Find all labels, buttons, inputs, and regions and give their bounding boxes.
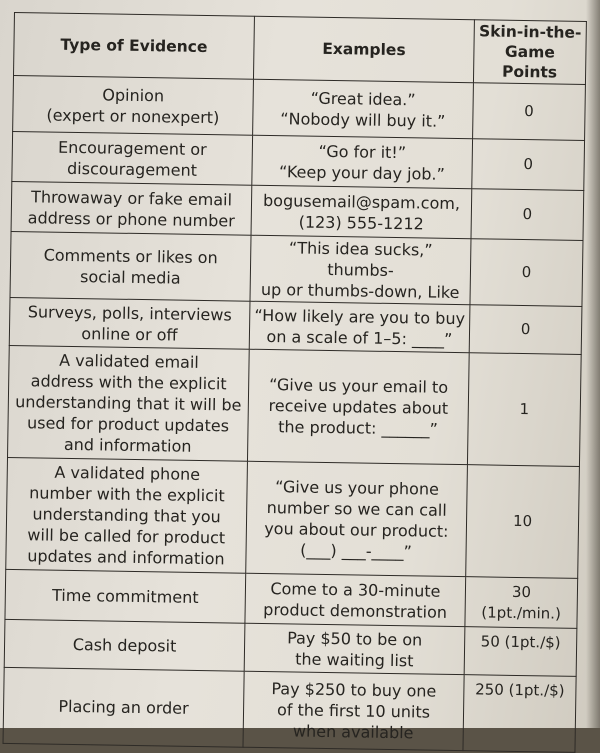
examples-cell-line: (123) 555-1212	[298, 211, 424, 233]
examples-cell-line: the waiting list	[295, 648, 414, 670]
evidence-type-cell-line: Cash deposit	[72, 635, 177, 656]
examples-cell-line: number so we can call	[266, 497, 447, 520]
examples-cell	[249, 301, 470, 352]
examples-cell-line: “Give us your email to	[269, 375, 449, 397]
evidence-type-cell-line: discouragement	[66, 158, 198, 180]
points-cell-line: 0	[520, 320, 531, 339]
points-cell	[472, 139, 585, 191]
points-cell	[464, 627, 577, 677]
points-cell-line: (1pt./min.)	[481, 603, 562, 623]
examples-cell	[247, 349, 469, 464]
evidence-type-cell-line: social media	[79, 266, 181, 288]
evidence-table	[3, 12, 587, 753]
points-cell-line: 10	[512, 511, 533, 531]
evidence-type-cell-line: A validated phone	[54, 462, 201, 484]
evidence-type-cell-line: address or phone number	[27, 207, 235, 230]
evidence-type-cell	[12, 131, 253, 185]
table-row	[10, 231, 583, 306]
points-cell	[465, 577, 578, 629]
examples-cell	[243, 671, 464, 750]
evidence-type-cell	[5, 569, 246, 623]
evidence-type-cell-line: number with the explicit	[29, 483, 225, 506]
examples-cell-line: when available	[292, 721, 414, 743]
examples-cell-line: Come to a 30-minute	[270, 578, 441, 601]
evidence-type-cell	[4, 619, 245, 671]
evidence-type-cell-line: Comments or likes on	[43, 244, 218, 267]
table-row	[6, 457, 580, 578]
examples-cell	[246, 461, 468, 576]
evidence-type-cell-line: Time commitment	[51, 585, 199, 607]
evidence-type-cell	[8, 345, 250, 461]
examples-cell-line: of the first 10 units	[276, 700, 431, 722]
evidence-type-cell	[10, 231, 251, 301]
evidence-type-cell	[11, 181, 252, 235]
points-cell-line: 1	[519, 399, 530, 419]
examples-cell-line: on a scale of 1–5: ____”	[266, 326, 453, 349]
evidence-type-cell-line: updates and information	[27, 546, 225, 569]
examples-cell-line: Pay $50 to be on	[287, 627, 423, 649]
examples-cell	[252, 135, 473, 188]
evidence-type-cell-line: Surveys, polls, interviews	[27, 301, 232, 324]
examples-cell-line: “This idea sucks,” thumbs-	[288, 238, 433, 280]
evidence-type-cell	[9, 297, 250, 349]
points-cell	[463, 675, 576, 753]
header-examples: Examples	[253, 16, 474, 82]
evidence-type-cell-line: (expert or nonexpert)	[46, 105, 220, 127]
table-row	[8, 345, 582, 466]
examples-cell-line: receive updates about	[268, 396, 449, 418]
evidence-type-cell-line: address with the explicit	[30, 371, 227, 394]
evidence-type-cell-line: will be called for product	[27, 525, 226, 548]
header-skin-in-the-game-points: Skin-in-the-Game Points	[473, 20, 586, 85]
examples-cell-line: (___) ___-____”	[300, 540, 413, 561]
examples-cell-line: Pay $250 to buy one	[271, 679, 437, 701]
examples-cell-line: “Nobody will buy it.”	[280, 108, 446, 131]
examples-cell-line: you about our product:	[264, 518, 449, 541]
examples-cell-line: up or thumbs-down, Like	[260, 279, 460, 303]
examples-cell-line: “Give us your phone	[275, 476, 440, 499]
points-cell-line: 0	[523, 155, 534, 174]
points-cell-line: 0	[524, 102, 534, 121]
table-row	[11, 181, 584, 240]
points-cell-line: 0	[521, 263, 532, 282]
points-cell	[471, 189, 584, 241]
evidence-type-cell	[6, 457, 248, 573]
header-type-of-evidence: Type of Evidence	[14, 13, 255, 80]
points-cell	[469, 305, 582, 355]
evidence-type-cell-line: Placing an order	[58, 696, 189, 718]
table-row	[12, 131, 585, 190]
points-cell	[470, 239, 583, 307]
evidence-type-cell-line: used for product updates	[26, 413, 230, 436]
examples-cell-line: product demonstration	[263, 599, 448, 622]
points-cell-line: 30	[511, 582, 532, 602]
examples-cell-line: “Go for it!”	[318, 141, 407, 162]
points-cell	[467, 353, 581, 467]
examples-cell-line: “Great idea.”	[310, 88, 416, 109]
points-cell	[473, 83, 586, 141]
evidence-type-cell	[3, 667, 244, 747]
points-cell	[466, 465, 580, 579]
evidence-type-cell-line: understanding that it will be	[15, 392, 242, 415]
examples-cell-line: the product: ______”	[278, 417, 438, 439]
points-cell-line: 250 (1pt./$)	[475, 680, 565, 700]
table-row	[5, 569, 578, 628]
points-cell-line: 50 (1pt./$)	[480, 632, 561, 652]
evidence-type-cell-line: A validated email	[59, 350, 199, 372]
evidence-type-cell-line: Opinion	[102, 84, 165, 105]
evidence-type-cell-line: Throwaway or fake email	[31, 186, 233, 209]
examples-cell	[251, 185, 472, 238]
evidence-type-cell-line: Encouragement or	[57, 137, 207, 159]
evidence-type-cell-line: understanding that you	[32, 504, 221, 527]
examples-cell-line: “How likely are you to buy	[254, 305, 466, 328]
table-row	[3, 667, 576, 752]
evidence-type-cell-line: and information	[63, 434, 192, 456]
examples-cell	[245, 573, 466, 626]
points-cell-line: 0	[522, 205, 533, 224]
examples-cell-line: bogusemail@spam.com,	[262, 190, 461, 213]
examples-cell	[253, 79, 474, 138]
examples-cell-line: “Keep your day job.”	[278, 161, 446, 184]
table-row	[13, 76, 586, 141]
evidence-type-cell	[13, 76, 254, 136]
page-edge-shadow	[586, 0, 600, 728]
examples-cell	[250, 235, 471, 304]
examples-cell	[244, 623, 465, 674]
evidence-type-cell-line: online or off	[81, 323, 178, 345]
table-header-row	[14, 13, 587, 85]
